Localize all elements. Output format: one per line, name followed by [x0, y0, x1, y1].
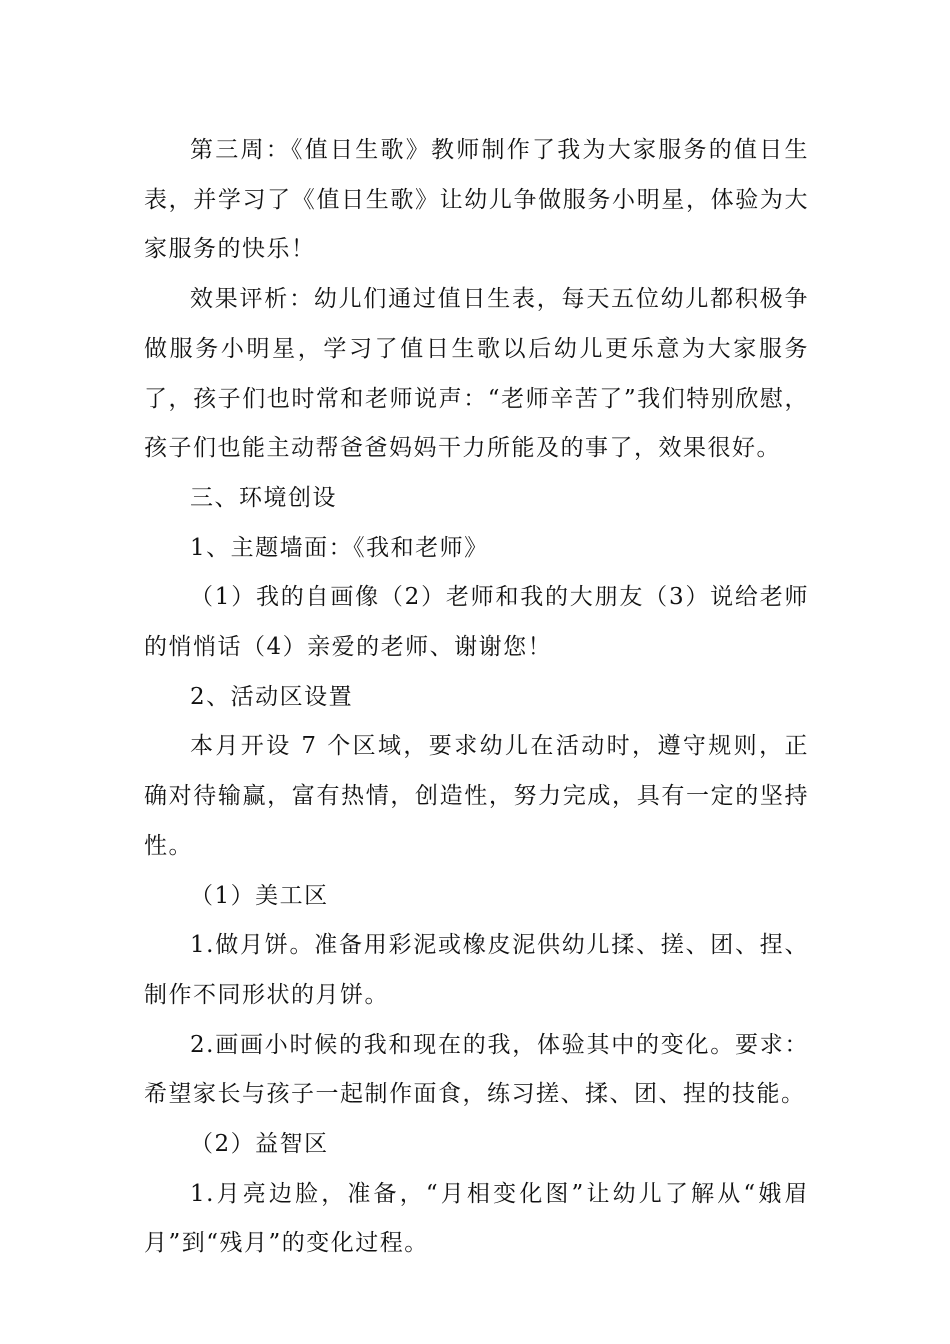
- heading-environment: 三、环境创设: [190, 484, 337, 511]
- paragraph-week-three: 第三周：《值日生歌》教师制作了我为大家服务的值日生表，并学习了《值日生歌》让幼儿争做服务小明星，体验为大家服务的快乐！: [144, 137, 809, 263]
- heading-activity-areas: 2、活动区设置: [190, 683, 354, 710]
- heading-puzzle-area: （2）益智区: [190, 1131, 329, 1158]
- heading-art-area: （1）美工区: [190, 882, 329, 909]
- paragraph-art-item-1: 1.做月饼。准备用彩泥或橡皮泥供幼儿揉、搓、团、捏、制作不同形状的月饼。: [144, 932, 809, 1008]
- paragraph-puzzle-item-1: 1.月亮边脸，准备，“月相变化图”让幼儿了解从“娥眉月”到“残月”的变化过程。: [144, 1180, 809, 1257]
- heading-theme-wall: 1、主题墙面：《我和老师》: [190, 534, 489, 561]
- paragraph-theme-wall-items: （1）我的自画像（2）老师和我的大朋友（3）说给老师的悄悄话（4）亲爱的老师、谢谢您！: [144, 584, 809, 661]
- document-body: [144, 126, 809, 1269]
- paragraph-evaluation: 效果评析：幼儿们通过值日生表，每天五位幼儿都积极争做服务小明星，学习了值日生歌以后幼儿更乐意为大家服务了，孩子们也时常和老师说声：“老师辛苦了”我们特别欣慰，孩子们也能主动帮爸爸妈妈干力所能及的事了，效果很好。: [144, 286, 809, 462]
- paragraph-art-item-2: 2.画画小时候的我和现在的我，体验其中的变化。要求：希望家长与孩子一起制作面食，练习搓、揉、团、捏的技能。: [144, 1031, 809, 1108]
- paragraph-activity-areas: 本月开设 7 个区域，要求幼儿在活动时，遵守规则，正确对待输赢，富有热情，创造性，努力完成，具有一定的坚持性。: [144, 733, 809, 859]
